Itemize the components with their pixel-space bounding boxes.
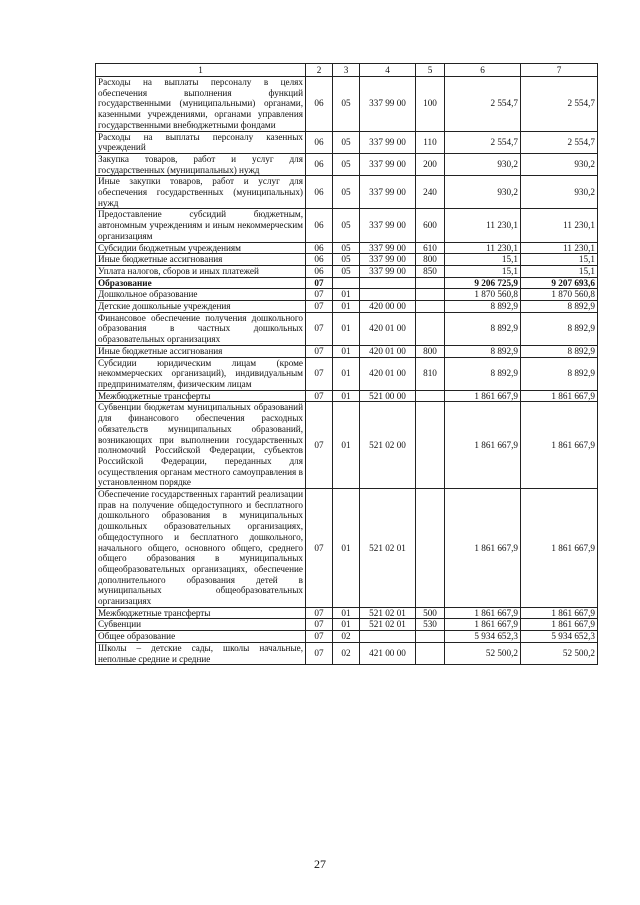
target-article-cell — [360, 289, 416, 301]
target-article-cell — [360, 277, 416, 289]
expense-type-cell — [416, 277, 445, 289]
section-code-cell: 07 — [306, 390, 333, 402]
section-code-cell: 07 — [306, 277, 333, 289]
target-article-cell: 421 00 00 — [360, 642, 416, 664]
table-row — [96, 390, 598, 402]
amount-year1-cell: 1 861 667,9 — [445, 390, 521, 402]
target-article-cell: 337 99 00 — [360, 242, 416, 254]
section-code-cell: 07 — [306, 619, 333, 631]
amount-year1-cell: 1 861 667,9 — [445, 489, 521, 608]
section-code-cell: 06 — [306, 265, 333, 277]
target-article-cell: 337 99 00 — [360, 265, 416, 277]
amount-year1-cell: 2 554,7 — [445, 77, 521, 132]
table-row — [96, 242, 598, 254]
amount-year2-cell: 15,1 — [521, 254, 598, 266]
row-name-cell: Иные закупки товаров, работ и услуг для обеспечения государственных (муниципальных) нужд — [96, 176, 306, 209]
subsection-code-cell: 01 — [333, 390, 360, 402]
subsection-code-cell: 01 — [333, 619, 360, 631]
amount-year1-cell: 930,2 — [445, 153, 521, 175]
amount-year2-cell: 930,2 — [521, 176, 598, 209]
expense-type-cell: 110 — [416, 131, 445, 153]
amount-year1-cell: 15,1 — [445, 254, 521, 266]
amount-year2-cell: 11 230,1 — [521, 242, 598, 254]
amount-year1-cell: 9 206 725,9 — [445, 277, 521, 289]
expense-type-cell: 800 — [416, 254, 445, 266]
amount-year2-cell: 15,1 — [521, 265, 598, 277]
target-article-cell: 521 02 00 — [360, 402, 416, 489]
section-code-cell: 06 — [306, 242, 333, 254]
subsection-code-cell: 05 — [333, 77, 360, 132]
amount-year1-cell: 1 861 667,9 — [445, 402, 521, 489]
section-code-cell: 07 — [306, 312, 333, 345]
subsection-code-cell: 01 — [333, 489, 360, 608]
expense-type-cell: 100 — [416, 77, 445, 132]
table-row — [96, 607, 598, 619]
row-name-cell: Иные бюджетные ассигнования — [96, 254, 306, 266]
expense-type-cell: 850 — [416, 265, 445, 277]
amount-year1-cell: 8 892,9 — [445, 312, 521, 345]
amount-year2-cell: 11 230,1 — [521, 209, 598, 242]
column-header: 4 — [360, 64, 416, 77]
section-code-cell: 07 — [306, 642, 333, 664]
expense-type-cell: 800 — [416, 345, 445, 357]
amount-year2-cell: 8 892,9 — [521, 357, 598, 390]
page-number: 27 — [314, 857, 326, 871]
column-header: 1 — [96, 64, 306, 77]
row-name-cell: Обеспечение государственных гарантий реализации прав на получение общедоступного и бесплатного дошкольного образования в муниципальных дошкольных образовательных организациях, общедоступного и бесплатного дошкольного, начального общего, основного общего, среднего общего образования в муниципальных общеобразовательных организациях, обеспечение дополнительного образования детей в муниципальных общеобразовательных организациях — [96, 489, 306, 608]
expense-type-cell: 610 — [416, 242, 445, 254]
table-row — [96, 642, 598, 664]
target-article-cell: 521 02 01 — [360, 489, 416, 608]
table-row — [96, 77, 598, 132]
row-name-cell: Субсидии юридическим лицам (кроме некоммерческих организаций), индивидуальным предпринимателям, физическим лицам — [96, 357, 306, 390]
amount-year1-cell: 1 870 560,8 — [445, 289, 521, 301]
column-header: 7 — [521, 64, 598, 77]
section-code-cell: 07 — [306, 631, 333, 643]
row-name-cell: Уплата налогов, сборов и иных платежей — [96, 265, 306, 277]
subsection-code-cell: 01 — [333, 402, 360, 489]
target-article-cell: 337 99 00 — [360, 131, 416, 153]
subsection-code-cell: 05 — [333, 153, 360, 175]
amount-year1-cell: 15,1 — [445, 265, 521, 277]
row-name-cell: Финансовое обеспечение получения дошкольного образования в частных дошкольных образовательных организациях — [96, 312, 306, 345]
expense-type-cell — [416, 631, 445, 643]
section-code-cell: 06 — [306, 254, 333, 266]
amount-year2-cell: 1 861 667,9 — [521, 390, 598, 402]
table-row — [96, 357, 598, 390]
table-row — [96, 131, 598, 153]
section-code-cell: 06 — [306, 209, 333, 242]
section-code-cell: 06 — [306, 131, 333, 153]
expense-type-cell — [416, 289, 445, 301]
amount-year2-cell: 8 892,9 — [521, 301, 598, 313]
target-article-cell: 521 02 01 — [360, 607, 416, 619]
amount-year2-cell: 1 861 667,9 — [521, 402, 598, 489]
expense-type-cell: 240 — [416, 176, 445, 209]
row-name-cell: Детские дошкольные учреждения — [96, 301, 306, 313]
amount-year2-cell: 2 554,7 — [521, 77, 598, 132]
amount-year1-cell: 11 230,1 — [445, 209, 521, 242]
target-article-cell: 521 00 00 — [360, 390, 416, 402]
subsection-code-cell: 05 — [333, 242, 360, 254]
row-name-cell: Субсидии бюджетным учреждениям — [96, 242, 306, 254]
section-code-cell: 06 — [306, 153, 333, 175]
row-name-cell: Расходы на выплаты персоналу казенных учреждений — [96, 131, 306, 153]
target-article-cell: 420 01 00 — [360, 357, 416, 390]
column-header: 5 — [416, 64, 445, 77]
row-name-cell: Межбюджетные трансферты — [96, 607, 306, 619]
table-row — [96, 277, 598, 289]
amount-year2-cell: 5 934 652,3 — [521, 631, 598, 643]
target-article-cell — [360, 631, 416, 643]
row-name-cell: Дошкольное образование — [96, 289, 306, 301]
row-name-cell: Образование — [96, 277, 306, 289]
target-article-cell: 420 00 00 — [360, 301, 416, 313]
subsection-code-cell: 05 — [333, 209, 360, 242]
amount-year1-cell: 1 861 667,9 — [445, 619, 521, 631]
amount-year2-cell: 8 892,9 — [521, 345, 598, 357]
amount-year1-cell: 52 500,2 — [445, 642, 521, 664]
table-row — [96, 402, 598, 489]
table-row — [96, 209, 598, 242]
expense-type-cell — [416, 642, 445, 664]
expense-type-cell — [416, 390, 445, 402]
amount-year1-cell: 8 892,9 — [445, 301, 521, 313]
row-name-cell: Предоставление субсидий бюджетным, автономным учреждениям и иным некоммерческим организациям — [96, 209, 306, 242]
row-name-cell: Субвенции — [96, 619, 306, 631]
subsection-code-cell: 02 — [333, 631, 360, 643]
subsection-code-cell: 01 — [333, 345, 360, 357]
amount-year2-cell: 1 861 667,9 — [521, 619, 598, 631]
section-code-cell: 07 — [306, 357, 333, 390]
amount-year1-cell: 8 892,9 — [445, 357, 521, 390]
column-header: 3 — [333, 64, 360, 77]
table-row — [96, 312, 598, 345]
section-code-cell: 07 — [306, 289, 333, 301]
subsection-code-cell: 01 — [333, 301, 360, 313]
expense-type-cell — [416, 489, 445, 608]
subsection-code-cell: 01 — [333, 312, 360, 345]
table-row — [96, 254, 598, 266]
table-header-row — [96, 64, 598, 77]
table-row — [96, 153, 598, 175]
target-article-cell: 420 01 00 — [360, 345, 416, 357]
amount-year1-cell: 11 230,1 — [445, 242, 521, 254]
expense-type-cell: 530 — [416, 619, 445, 631]
section-code-cell: 07 — [306, 301, 333, 313]
amount-year2-cell: 8 892,9 — [521, 312, 598, 345]
subsection-code-cell: 05 — [333, 254, 360, 266]
row-name-cell: Расходы на выплаты персоналу в целях обеспечения выполнения функций государственными (муниципальными) органами, казенными учреждениями, органами управления государственными внебюджетными фондами — [96, 77, 306, 132]
table-row — [96, 619, 598, 631]
amount-year1-cell: 1 861 667,9 — [445, 607, 521, 619]
subsection-code-cell: 01 — [333, 357, 360, 390]
budget-table — [95, 63, 598, 665]
subsection-code-cell: 01 — [333, 289, 360, 301]
target-article-cell: 337 99 00 — [360, 209, 416, 242]
amount-year1-cell: 2 554,7 — [445, 131, 521, 153]
section-code-cell: 07 — [306, 345, 333, 357]
amount-year2-cell: 52 500,2 — [521, 642, 598, 664]
subsection-code-cell: 02 — [333, 642, 360, 664]
row-name-cell: Школы – детские сады, школы начальные, неполные средние и средние — [96, 642, 306, 664]
amount-year2-cell: 930,2 — [521, 153, 598, 175]
section-code-cell: 07 — [306, 402, 333, 489]
amount-year2-cell: 9 207 693,6 — [521, 277, 598, 289]
target-article-cell: 337 99 00 — [360, 176, 416, 209]
section-code-cell: 07 — [306, 489, 333, 608]
row-name-cell: Субвенции бюджетам муниципальных образований для финансового обеспечения расходных обязательств муниципальных образований, возникающих при выполнении государственных полномочий Российской Федерации, субъектов Российской Федерации, переданных для осуществления органам местного самоуправления в установленном порядке — [96, 402, 306, 489]
amount-year2-cell: 1 861 667,9 — [521, 489, 598, 608]
target-article-cell: 337 99 00 — [360, 153, 416, 175]
expense-type-cell — [416, 301, 445, 313]
subsection-code-cell: 05 — [333, 265, 360, 277]
subsection-code-cell — [333, 277, 360, 289]
subsection-code-cell: 05 — [333, 176, 360, 209]
amount-year1-cell: 5 934 652,3 — [445, 631, 521, 643]
section-code-cell: 07 — [306, 607, 333, 619]
target-article-cell: 337 99 00 — [360, 254, 416, 266]
table-row — [96, 289, 598, 301]
expense-type-cell: 600 — [416, 209, 445, 242]
target-article-cell: 521 02 01 — [360, 619, 416, 631]
column-header: 6 — [445, 64, 521, 77]
table-body — [96, 77, 598, 665]
section-code-cell: 06 — [306, 176, 333, 209]
amount-year2-cell: 2 554,7 — [521, 131, 598, 153]
amount-year1-cell: 930,2 — [445, 176, 521, 209]
row-name-cell: Закупка товаров, работ и услуг для государственных (муниципальных) нужд — [96, 153, 306, 175]
row-name-cell: Межбюджетные трансферты — [96, 390, 306, 402]
column-header: 2 — [306, 64, 333, 77]
expense-type-cell: 200 — [416, 153, 445, 175]
table-row — [96, 265, 598, 277]
table-row — [96, 345, 598, 357]
target-article-cell: 337 99 00 — [360, 77, 416, 132]
amount-year1-cell: 8 892,9 — [445, 345, 521, 357]
table-row — [96, 176, 598, 209]
subsection-code-cell: 01 — [333, 607, 360, 619]
table-row — [96, 301, 598, 313]
row-name-cell: Общее образование — [96, 631, 306, 643]
expense-type-cell: 810 — [416, 357, 445, 390]
amount-year2-cell: 1 870 560,8 — [521, 289, 598, 301]
target-article-cell: 420 01 00 — [360, 312, 416, 345]
expense-type-cell — [416, 402, 445, 489]
expense-type-cell — [416, 312, 445, 345]
row-name-cell: Иные бюджетные ассигнования — [96, 345, 306, 357]
table-row — [96, 489, 598, 608]
subsection-code-cell: 05 — [333, 131, 360, 153]
amount-year2-cell: 1 861 667,9 — [521, 607, 598, 619]
section-code-cell: 06 — [306, 77, 333, 132]
expense-type-cell: 500 — [416, 607, 445, 619]
table-row — [96, 631, 598, 643]
